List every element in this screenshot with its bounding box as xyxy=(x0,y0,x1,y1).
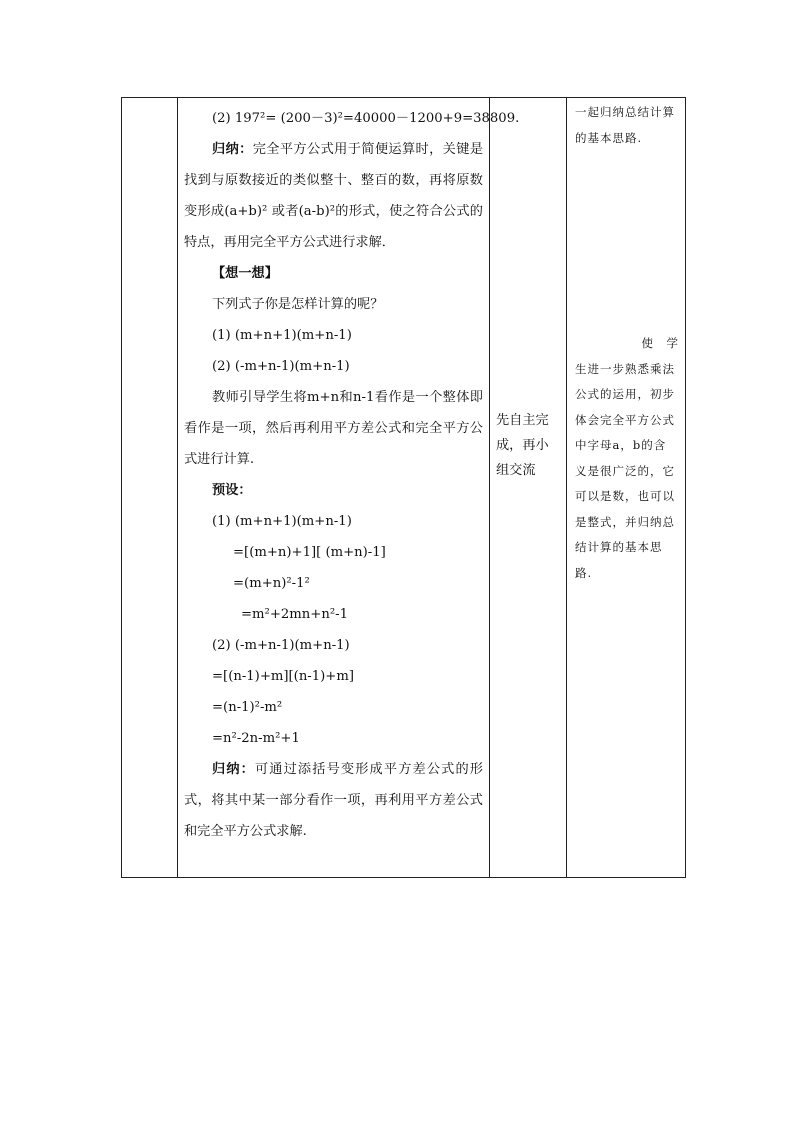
design-intent-lead: 使 学 xyxy=(641,336,679,350)
design-intent-bottom: 生进一步熟悉乘法公式的运用，初步体会完全平方公式中字母a，b的含义是很广泛的，它可以是数，也可以是整式，并归纳总结计算的基本思路. xyxy=(575,361,675,580)
guide-paragraph: 教师引导学生将m+n和n-1看作是一个整体即看作是一项，然后再利用平方差公式和完全平方公式进行计算. xyxy=(184,390,483,467)
preset-2-line-1: (2) (-m+n-1)(m+n-1) xyxy=(212,638,350,653)
table-row xyxy=(122,98,686,878)
student-activity-cell xyxy=(490,98,567,878)
preset-1-line-2: =[(m+n)+1][ (m+n)-1] xyxy=(233,545,386,560)
summary-2-text: 可通过添括号变形成平方差公式的形式，将其中某一部分看作一项，再利用平方差公式和完全平方公式求解. xyxy=(184,762,483,839)
preset-2-line-4: =n²-2n-m²+1 xyxy=(212,731,300,746)
example-2-line: (2) 197²= (200－3)²=40000－1200+9=38809. xyxy=(212,111,520,126)
design-intent-top: 一起归纳总结计算的基本思路. xyxy=(575,105,675,145)
summary-1-label: 归纳： xyxy=(212,142,253,157)
think-heading: 【想一想】 xyxy=(212,266,278,281)
preset-1-line-4: =m²+2mn+n²-1 xyxy=(241,607,348,622)
preset-2-line-2: =[(n-1)+m][(n-1)+m] xyxy=(212,669,354,684)
design-intent-cell xyxy=(567,98,686,878)
summary-1-text: 完全平方公式用于简便运算时，关键是找到与原数接近的类似整十、整百的数，再将原数变形成(a+b)² 或者(a-b)²的形式，使之符合公式的特点，再用完全平方公式进行求解． xyxy=(184,142,484,250)
question-text: 下列式子你是怎样计算的呢？ xyxy=(212,297,384,312)
preset-1-line-1: (1) (m+n+1)(m+n-1) xyxy=(212,514,352,529)
preset-label: 预设： xyxy=(212,483,252,498)
question-2: (2) (-m+n-1)(m+n-1) xyxy=(212,359,350,374)
summary-2-paragraph xyxy=(184,754,483,847)
summary-2-label: 归纳： xyxy=(212,762,255,777)
preset-2-line-3: =(n-1)²-m² xyxy=(212,700,283,715)
lesson-plan-table xyxy=(121,97,686,878)
blank-column-cell xyxy=(122,98,178,878)
teaching-content-cell xyxy=(178,98,520,878)
preset-1-line-3: =(m+n)²-1² xyxy=(233,576,310,591)
student-activity-text: 先自主完成，再小组交流 xyxy=(496,413,549,478)
summary-1-paragraph xyxy=(184,134,483,258)
question-1: (1) (m+n+1)(m+n-1) xyxy=(212,328,352,343)
